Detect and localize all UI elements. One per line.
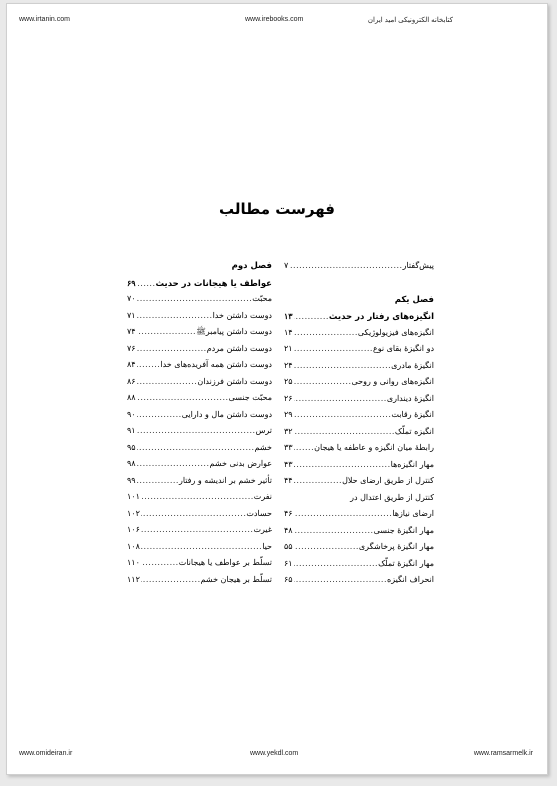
toc-entry-page: ۷۱: [127, 310, 136, 320]
leader-dots: [141, 522, 254, 539]
footer-right-url[interactable]: www.ramsarmelk.ir: [473, 750, 533, 757]
leader-dots: [294, 358, 392, 375]
toc-entry[interactable]: [127, 357, 272, 374]
toc-entry[interactable]: [284, 325, 434, 342]
leader-dots: [294, 374, 352, 391]
toc-entry[interactable]: [284, 539, 434, 556]
leader-dots: [137, 473, 179, 490]
toc-entry-label: تأثیر خشم بر اندیشه و رفتار: [178, 475, 272, 485]
leader-dots: [294, 391, 387, 408]
toc-entry-label: انحراف انگیزه: [387, 575, 434, 584]
toc-entry-page: ۲۶: [284, 393, 293, 403]
toc-entry-label: مهار انگیزهٔ جنسی: [373, 525, 434, 535]
footer-left-url[interactable]: www.omideiran.ir: [19, 750, 73, 757]
toc-entry-page: ۱۳: [284, 311, 293, 321]
leader-dots: [294, 473, 342, 490]
toc-entry[interactable]: [284, 457, 434, 474]
header-center-url[interactable]: www.irebooks.com: [245, 16, 304, 23]
leader-dots: [141, 572, 201, 589]
toc-entry-page: ۹۰: [127, 409, 136, 419]
toc-entry[interactable]: [127, 473, 272, 490]
toc-entry-page: ۱۰۱: [127, 492, 140, 501]
toc-entry-page: ۱۱۰: [127, 558, 140, 567]
toc-entry-label: دو انگیزهٔ بقای نوع: [372, 344, 434, 353]
leader-dots: [294, 407, 392, 424]
toc-entry[interactable]: [127, 341, 272, 358]
toc-entry-label: ارضای نیازها: [392, 509, 434, 518]
leader-dots: [137, 308, 213, 325]
toc-entry[interactable]: [284, 341, 434, 358]
toc-entry-label: عوارض بدنی خشم: [209, 459, 272, 468]
leader-dots: [141, 555, 179, 572]
toc-entry-label: کنترل از طریق اعتدال در: [350, 492, 434, 502]
toc-entry-label: انگیزه‌های روانی و روحی: [351, 377, 434, 386]
leader-dots: [294, 341, 373, 358]
toc-entry-page: ۲۴: [284, 360, 293, 370]
toc-entry-label: ترس: [255, 426, 272, 435]
toc-entry-intro[interactable]: [284, 258, 434, 275]
toc-entry[interactable]: [284, 424, 434, 441]
toc-entry-label: مهار انگیزهٔ پرخاشگری: [358, 542, 434, 551]
toc-entry[interactable]: [284, 440, 434, 457]
toc-entry[interactable]: [284, 391, 434, 408]
toc-entry-page: ۴۸: [284, 525, 293, 535]
chapter-label: فصل دوم: [231, 261, 272, 271]
toc-entry[interactable]: [127, 522, 272, 539]
toc-entry[interactable]: [127, 308, 272, 325]
document-page: [6, 3, 548, 775]
leader-dots: [137, 374, 198, 391]
toc-entry[interactable]: [127, 572, 272, 589]
leader-dots: [294, 309, 329, 325]
toc-entry-label: کنترل از طریق ارضای حلال: [342, 476, 434, 485]
toc-entry[interactable]: [127, 423, 272, 440]
leader-dots: [137, 324, 196, 341]
toc-entry[interactable]: [127, 489, 272, 506]
chapter-label: فصل یکم: [394, 294, 434, 305]
toc-entry[interactable]: [284, 506, 434, 523]
toc-entry-page: ۱۱۲: [127, 574, 140, 584]
toc-entry-label: مهار انگیزه‌ها: [390, 459, 434, 469]
toc-entry-label: مهار انگیزهٔ تملّک: [378, 558, 434, 568]
toc-entry-page: ۹۱: [127, 426, 136, 435]
toc-entry[interactable]: [127, 407, 272, 424]
header-right-text: کتابخانه الکترونیکی امید ایران: [367, 17, 453, 24]
toc-entry-page: ۶۱: [284, 558, 293, 568]
leader-dots: [137, 456, 210, 473]
toc-entry[interactable]: [284, 490, 434, 507]
toc-entry-chapter-title[interactable]: [127, 275, 272, 292]
toc-entry-page: ۴۳: [284, 459, 293, 469]
toc-entry[interactable]: [284, 407, 434, 424]
toc-entry-label: انگیزهٔ دینداری: [386, 393, 434, 403]
toc-entry-label: تسلّط بر هیجان خشم: [200, 574, 272, 584]
toc-entry-page: ۴۶: [284, 509, 293, 518]
leader-dots: [137, 291, 253, 308]
toc-entry-label: حیا: [262, 541, 272, 551]
leader-dots: [289, 258, 402, 275]
footer-center-url[interactable]: www.yekdl.com: [250, 750, 299, 757]
leader-dots: [294, 556, 379, 573]
toc-entry-page: ۲۹: [284, 410, 293, 419]
toc-entry-label: انگیزه‌های رفتار در حدیث: [328, 312, 434, 322]
toc-entry-page: ۹۵: [127, 442, 136, 452]
leader-dots: [141, 506, 246, 523]
toc-entry-page: ۳۳: [284, 443, 293, 452]
toc-entry-page: ۱۰۸: [127, 541, 140, 551]
page-title: فهرست مطالب: [219, 200, 335, 218]
toc-entry[interactable]: [284, 523, 434, 540]
toc-entry[interactable]: [127, 456, 272, 473]
toc-entry-label: محبّت جنسی: [228, 393, 272, 402]
toc-entry[interactable]: [127, 291, 272, 308]
leader-dots: [294, 539, 359, 556]
toc-entry-page: ۹۹: [127, 475, 136, 485]
toc-entry-label: انگیزهٔ مادری: [391, 360, 434, 370]
toc-entry[interactable]: [284, 556, 434, 573]
toc-entry-label: دوست داشتن پیامبرﷺ: [196, 327, 272, 336]
leader-dots: [137, 276, 156, 292]
toc-entry[interactable]: [127, 374, 272, 391]
leader-dots: [294, 325, 358, 342]
toc-entry-page: ۲۱: [284, 344, 293, 353]
spacer: [284, 275, 434, 292]
toc-entry[interactable]: [127, 390, 272, 407]
toc-entry-label: دوست داشتن خدا: [212, 310, 272, 320]
toc-entry-page: ۸۴: [127, 360, 136, 369]
toc-entry[interactable]: [127, 555, 272, 572]
toc-entry-page: ۱۴: [284, 327, 293, 337]
toc-entry-label: دوست داشتن فرزندان: [197, 376, 272, 386]
leader-dots: [141, 539, 262, 556]
toc-entry-page: ۵۵: [284, 542, 293, 551]
leader-dots: [141, 489, 254, 506]
toc-entry-label: محبّت: [252, 294, 272, 303]
toc-entry-page: ۲۵: [284, 377, 293, 386]
toc-entry-label: نفرت: [253, 492, 272, 501]
toc-entry-label: دوست داشتن مردم: [206, 343, 272, 353]
leader-dots: [137, 440, 255, 457]
leader-dots: [137, 423, 256, 440]
toc-entry[interactable]: [284, 473, 434, 490]
toc-entry[interactable]: [127, 539, 272, 556]
toc-entry-label: انگیزه تملّک: [394, 426, 434, 436]
toc-column-left: [127, 258, 272, 588]
toc-entry[interactable]: [127, 324, 272, 341]
leader-dots: [294, 506, 393, 523]
toc-entry-page: ۱۰۲: [127, 508, 140, 518]
leader-dots: [294, 440, 315, 457]
toc-entry-label: رابطهٔ میان انگیزه و عاطفه یا هیجان: [314, 443, 434, 452]
toc-entry[interactable]: [284, 374, 434, 391]
toc-entry-label: تسلّط بر عواطف یا هیجانات: [178, 558, 272, 567]
toc-entry-page: ۱۰۶: [127, 525, 140, 534]
toc-entry-page: ۸۶: [127, 376, 136, 386]
toc-entry-page: ۳۲: [284, 426, 293, 436]
toc-entry-label: غیرت: [253, 525, 272, 534]
toc-entry-label: حسادت: [246, 508, 272, 518]
toc-entry-label: انگیزه‌های فیزیولوژیکی: [357, 327, 434, 337]
toc-entry[interactable]: [127, 506, 272, 523]
header-left-url[interactable]: www.irtanin.com: [19, 16, 70, 23]
toc-entry-label: دوست داشتن همه آفریده‌های خدا: [160, 360, 272, 369]
toc-entry-label: انگیزهٔ رقابت: [391, 410, 434, 419]
toc-entry-page: ۹۸: [127, 459, 136, 468]
toc-entry-label: دوست داشتن مال و دارایی: [181, 409, 272, 419]
leader-dots: [137, 341, 207, 358]
leader-dots: [294, 457, 391, 474]
toc-entry-page: ۶۹: [127, 277, 136, 288]
toc-entry-label: عواطف یا هیجانات در حدیث: [155, 278, 272, 289]
toc-entry[interactable]: [284, 358, 434, 375]
toc-column-right: [284, 258, 434, 589]
toc-entry-page: ۷۰: [127, 294, 136, 303]
leader-dots: [294, 523, 374, 540]
toc-entry-page: ۸۸: [127, 393, 136, 402]
toc-entry-chapter-title[interactable]: [284, 308, 434, 325]
toc-entry-page: ۷۶: [127, 343, 136, 353]
toc-entry[interactable]: [127, 440, 272, 457]
toc-entry[interactable]: [284, 572, 434, 589]
leader-dots: [137, 357, 161, 374]
leader-dots: [294, 572, 387, 589]
toc-entry-page: ۷: [284, 261, 289, 270]
toc-entry-label: پیش‌گفتار: [402, 261, 434, 270]
leader-dots: [294, 424, 395, 441]
toc-list: [127, 291, 272, 588]
leader-dots: [137, 390, 229, 407]
toc-list: [284, 325, 434, 589]
toc-entry-page: ۴۴: [284, 476, 293, 485]
toc-entry-page: ۷۴: [127, 327, 136, 336]
leader-dots: [137, 407, 182, 424]
toc-entry-page: ۶۵: [284, 575, 293, 584]
toc-entry-label: خشم: [254, 442, 272, 452]
